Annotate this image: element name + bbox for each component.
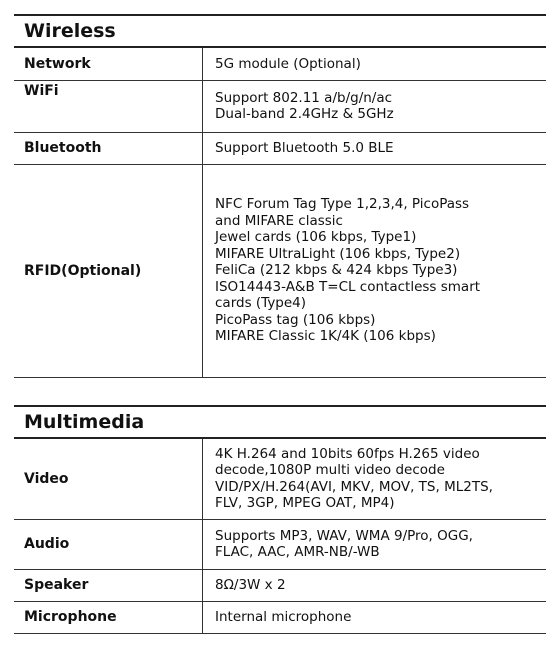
value-line: MIFARE Classic 1K/4K (106 kbps) xyxy=(215,328,436,345)
row-value xyxy=(203,601,547,633)
table-row xyxy=(14,601,546,633)
row-value xyxy=(203,164,547,377)
row-label: Video xyxy=(14,439,203,519)
wireless-table xyxy=(14,48,546,378)
row-label: Audio xyxy=(14,519,203,569)
value-line: FLAC, AAC, AMR-NB/-WB xyxy=(215,544,380,560)
value-line: and MIFARE classic xyxy=(215,212,343,229)
table-row xyxy=(14,569,546,601)
multimedia-title: Multimedia xyxy=(14,405,546,439)
row-label: RFID(Optional) xyxy=(14,164,203,377)
value-line: ISO14443-A&B T=CL contactless smart xyxy=(215,278,481,295)
row-label: Speaker xyxy=(14,569,203,601)
value-line: Jewel cards (106 kbps, Type1) xyxy=(215,229,417,246)
row-label: Bluetooth xyxy=(14,132,203,164)
row-value xyxy=(203,569,547,601)
row-label: Network xyxy=(14,48,203,80)
row-value xyxy=(203,48,547,80)
table-row xyxy=(14,132,546,164)
wireless-title: Wireless xyxy=(14,14,546,48)
table-row xyxy=(14,519,546,569)
value-line: Support 802.11 a/b/g/n/ac xyxy=(215,89,393,106)
table-row xyxy=(14,164,546,377)
value-line: MIFARE UltraLight (106 kbps, Type2) xyxy=(215,245,461,262)
table-row xyxy=(14,439,546,519)
value-line: PicoPass tag (106 kbps) xyxy=(215,311,376,328)
value-line: 8Ω/3W x 2 xyxy=(215,576,286,593)
value-line: Internal microphone xyxy=(215,608,352,625)
value-line: Supports MP3, WAV, WMA 9/Pro, OGG, xyxy=(215,527,473,544)
row-label: Microphone xyxy=(14,601,203,633)
row-value xyxy=(203,439,547,519)
value-line: NFC Forum Tag Type 1,2,3,4, PicoPass xyxy=(215,196,470,213)
value-line: FeliCa (212 kbps & 424 kbps Type3) xyxy=(215,262,458,279)
value-line: 5G module (Optional) xyxy=(215,55,361,72)
wireless-section xyxy=(14,14,546,378)
value-line: Dual-band 2.4GHz & 5GHz xyxy=(215,106,394,122)
row-label: WiFi xyxy=(14,80,203,132)
row-value xyxy=(203,132,547,164)
table-row xyxy=(14,48,546,80)
multimedia-section xyxy=(14,405,546,634)
value-line: 4K H.264 and 10bits 60fps H.265 video xyxy=(215,445,480,462)
row-value xyxy=(203,80,547,132)
value-line: decode,1080P multi video decode xyxy=(215,462,445,479)
multimedia-table xyxy=(14,439,546,634)
row-value xyxy=(203,519,547,569)
value-line: Support Bluetooth 5.0 BLE xyxy=(215,139,394,156)
value-line: VID/PX/H.264(AVI, MKV, MOV, TS, ML2TS, xyxy=(215,478,493,495)
table-row xyxy=(14,80,546,132)
value-line: FLV, 3GP, MPEG OAT, MP4) xyxy=(215,495,395,512)
value-line: cards (Type4) xyxy=(215,295,307,312)
